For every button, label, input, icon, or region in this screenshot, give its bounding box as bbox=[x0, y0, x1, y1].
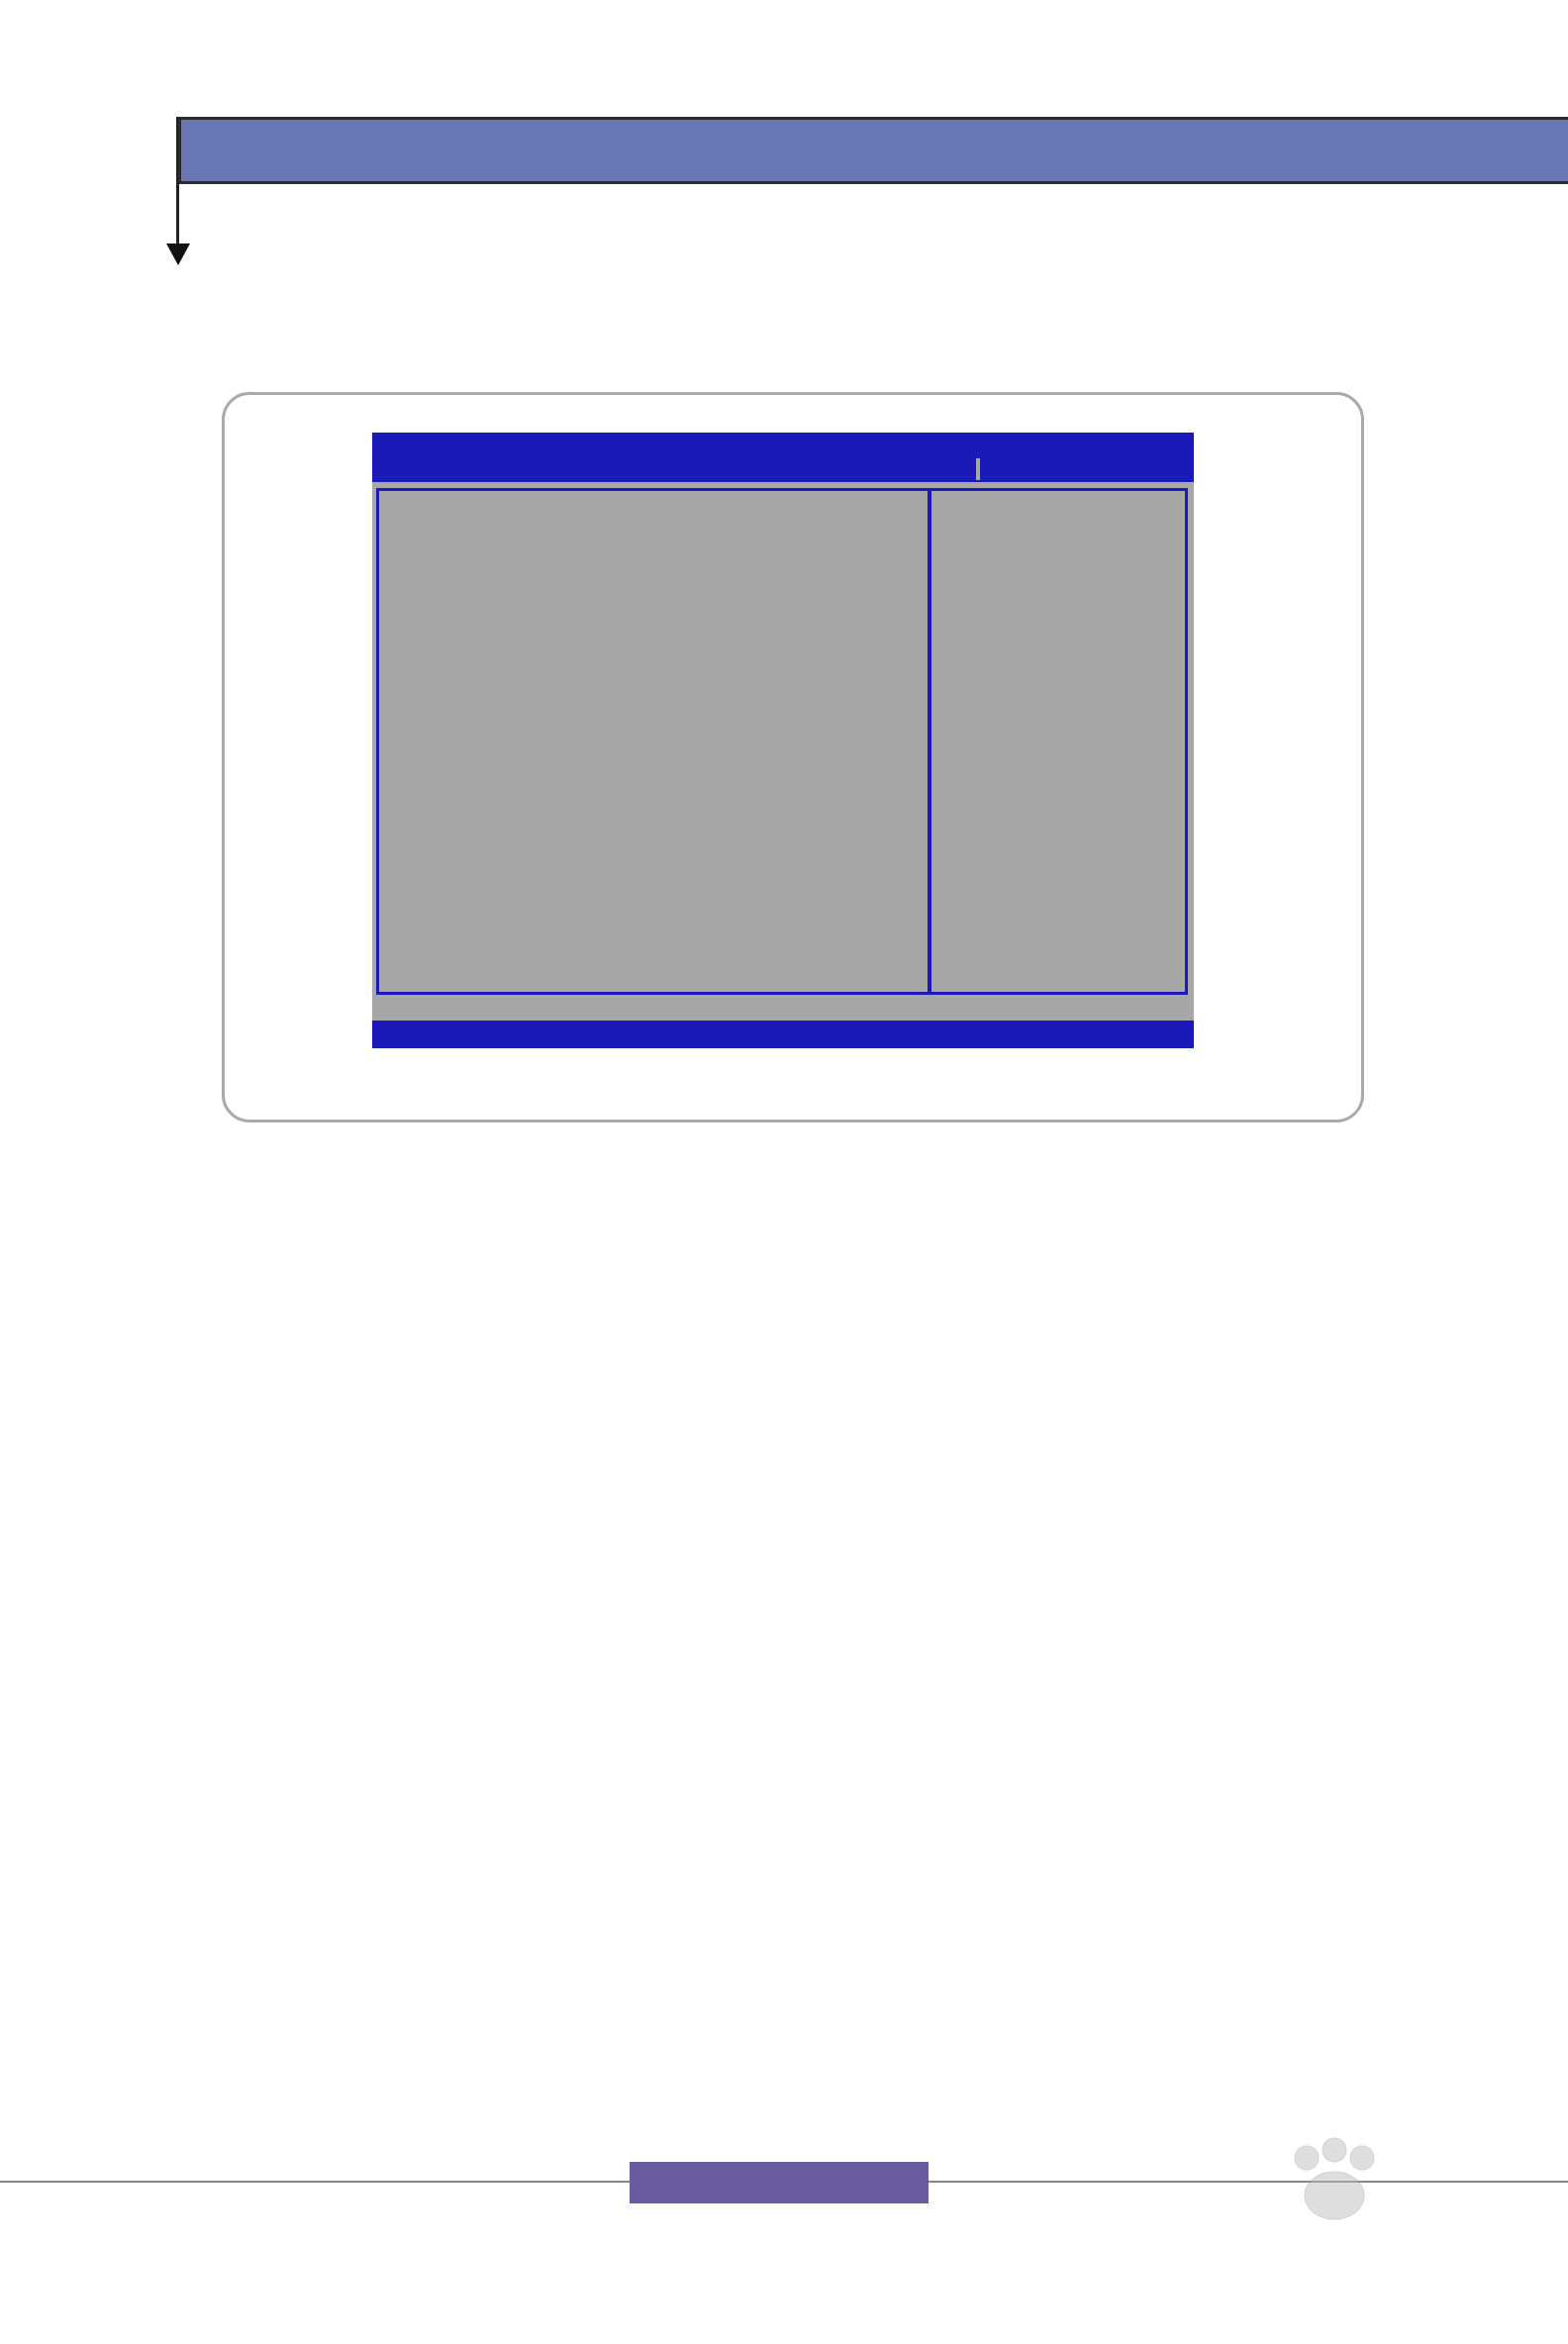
paw-icon-toe bbox=[1323, 2138, 1346, 2162]
paw-icon-pad bbox=[1305, 2172, 1364, 2219]
down-arrow-icon bbox=[166, 244, 190, 265]
bios-menubar bbox=[372, 456, 1194, 482]
tab-power-manager[interactable] bbox=[592, 458, 596, 480]
chapter-header-band bbox=[178, 117, 1568, 184]
bios-title bbox=[372, 433, 1194, 456]
bios-help-panel bbox=[929, 488, 1188, 995]
tab-security[interactable] bbox=[766, 458, 770, 480]
bios-screenshot bbox=[372, 433, 1194, 1048]
tab-exit[interactable] bbox=[976, 458, 980, 480]
baidu-watermark bbox=[1109, 2128, 1544, 2296]
tab-main[interactable] bbox=[388, 458, 392, 480]
bios-copyright-footer bbox=[372, 1021, 1194, 1048]
tab-boot[interactable] bbox=[893, 458, 897, 480]
paw-icon-toe bbox=[1295, 2146, 1319, 2170]
tab-advanced[interactable] bbox=[469, 458, 473, 480]
paw-icon-toe bbox=[1350, 2146, 1374, 2170]
page-number bbox=[630, 2162, 929, 2203]
bios-menu-panel bbox=[376, 488, 931, 995]
